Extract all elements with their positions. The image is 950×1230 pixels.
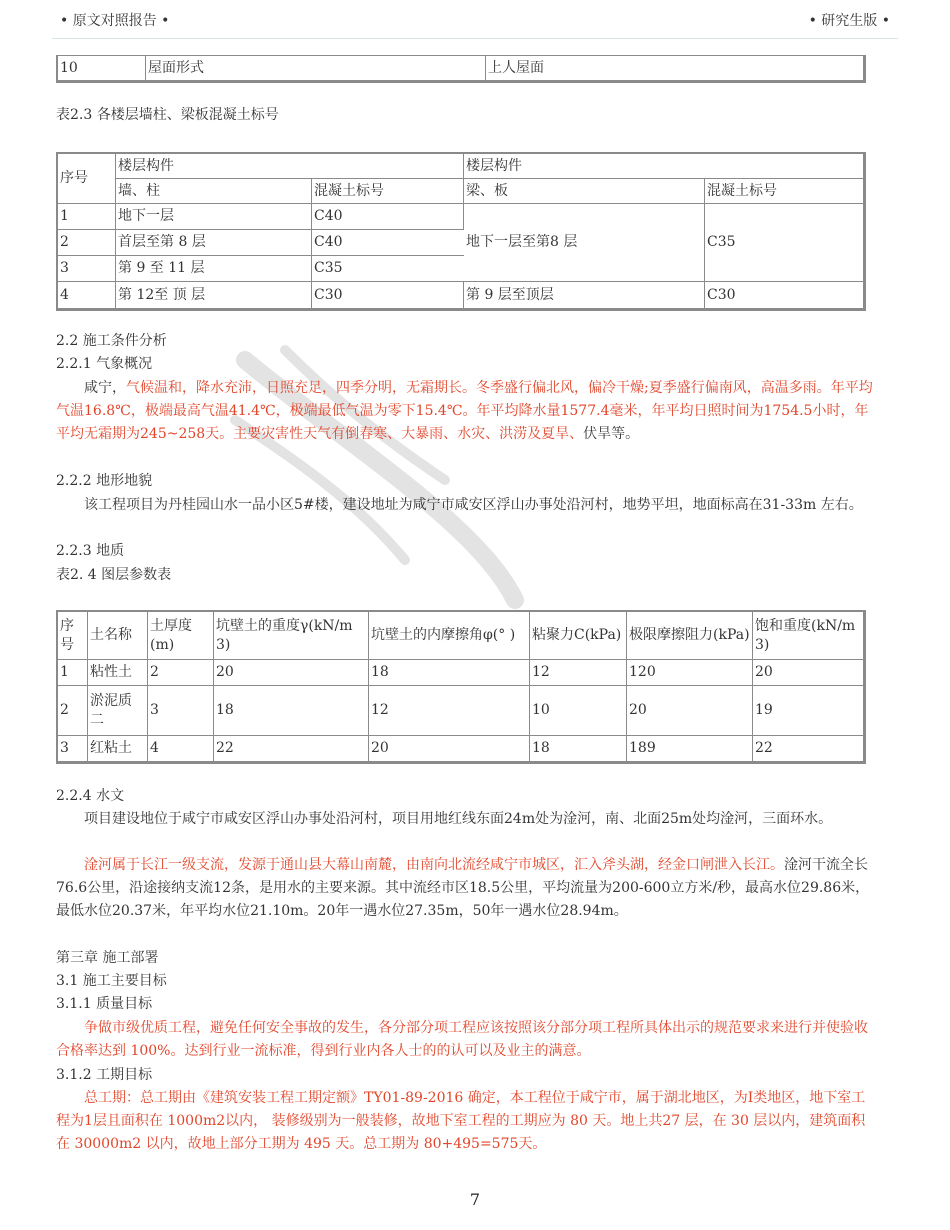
- header-group-2: 楼层构件: [464, 154, 863, 179]
- header-grade-2: 混凝土标号: [705, 179, 863, 204]
- climate-paragraph: [56, 377, 876, 446]
- hydro-paragraph-1: 项目建设地位于咸宁市咸安区浮山办事处沿河村，项目用地红线东面24m处为淦河，南、北面25m处均淦河，三面环水。: [84, 811, 833, 827]
- cell: 189: [627, 736, 753, 761]
- table-caption-2-4: 表2. 4 图层参数表: [56, 567, 172, 583]
- header-cell: 序号: [58, 612, 88, 660]
- cell: 12: [369, 686, 530, 736]
- cell-grade: C35: [312, 256, 464, 282]
- table-row: [58, 686, 863, 736]
- cell-floor: 第 12至 顶 层: [116, 282, 312, 308]
- hydro-body: 淦河干流全长76.6公里，沿途接纳支流12条，是用水的主要来源。其中流经市区18.5公里，平均流量为200-600立方米/秒，最高水位29.86米，最低水位20.37米，年平均水位21.10m。20年一遇水位27.35m，50年一遇水位28.94m。: [56, 857, 870, 919]
- header-divider: [52, 38, 898, 39]
- schedule-paragraph: 总工期：总工期由《建筑安装工程工期定额》TY01-89-2016 确定，本工程位于咸宁市，属于湖北地区，为Ⅰ类地区，地下室工程为1层且面积在 1000m2以内， 装修级别为一般装修，故地下室工程的工期应为 80 天。地上共27 层，在 30 层以内，建筑面积在 30000m2 以内，故地上部分工期为 495 天。总工期为 80+495=575天。: [56, 1090, 866, 1152]
- cell-seq: 2: [58, 230, 116, 256]
- section-2-2-4: 2.2.4 水文: [56, 788, 125, 804]
- cell: 10: [530, 686, 627, 736]
- table-row: [58, 282, 863, 308]
- climate-lead: 咸宁，: [84, 380, 126, 396]
- cell-grade: C40: [312, 204, 464, 230]
- table-2-3: [56, 152, 866, 311]
- cell-floor: 第 9 至 11 层: [116, 256, 312, 282]
- terrain-paragraph: 该工程项目为丹桂园山水一品小区5#楼，建设地址为咸宁市咸安区浮山办事处沿河村，地势平坦，地面标高在31-33m 左右。: [84, 497, 863, 513]
- header-cell: 饱和重度(kN/m3): [753, 612, 863, 660]
- cell-no: 10: [58, 56, 146, 80]
- cell-seq: 1: [58, 204, 116, 230]
- cell-grade: C40: [312, 230, 464, 256]
- header-cell: 土厚度(m): [148, 612, 214, 660]
- table-2-4: [56, 610, 866, 764]
- cell-seq: 3: [58, 256, 116, 282]
- section-3-1: 3.1 施工主要目标: [56, 973, 167, 989]
- section-3-1-2: 3.1.2 工期目标: [56, 1067, 153, 1083]
- cell: 4: [148, 736, 214, 761]
- report-header-right: • 研究生版 •: [808, 13, 890, 29]
- report-header-left: • 原文对照报告 •: [60, 13, 170, 29]
- cell: 19: [753, 686, 863, 736]
- page-number: 7: [469, 1190, 481, 1209]
- section-2-2: 2.2 施工条件分析: [56, 333, 167, 349]
- cell: 12: [530, 660, 627, 686]
- cell: 20: [369, 736, 530, 761]
- cell: 1: [58, 660, 88, 686]
- cell: 20: [753, 660, 863, 686]
- header-cell: 极限摩擦阻力(kPa): [627, 612, 753, 660]
- hydro-highlight: 淦河属于长江一级支流，发源于通山县大幕山南麓，由南向北流经咸宁市城区，汇入斧头湖，经金口闸泄入长江。: [84, 857, 784, 873]
- cell: 粘性土: [88, 660, 148, 686]
- cell: 120: [627, 660, 753, 686]
- table-caption-2-3: 表2.3 各楼层墙柱、梁板混凝土标号: [56, 107, 279, 123]
- cell: 20: [627, 686, 753, 736]
- table-row: [58, 660, 863, 686]
- cell: 18: [530, 736, 627, 761]
- cell: 18: [369, 660, 530, 686]
- chapter-3-title: 第三章 施工部署: [56, 950, 159, 966]
- quality-paragraph: 争做市级优质工程，避免任何安全事故的发生，各分部分项工程应该按照该分部分项工程所具体出示的规范要求来进行并使验收合格率达到 100%。达到行业一流标准，得到行业内各人士的的认可以及业主的满意。: [56, 1020, 868, 1059]
- header-beam: 梁、板: [464, 179, 705, 204]
- hydro-paragraph-2: [56, 854, 876, 923]
- section-3-1-1: 3.1.1 质量目标: [56, 996, 153, 1012]
- cell-grade: C30: [312, 282, 464, 308]
- cell: 22: [755, 740, 773, 756]
- table-row: [58, 736, 863, 761]
- section-2-2-3: 2.2.3 地质: [56, 543, 125, 559]
- header-seq: 序号: [58, 154, 116, 204]
- cell-beam-floor: 地下一层至第8 层: [464, 204, 705, 282]
- header-wall: 墙、柱: [116, 179, 312, 204]
- climate-highlight: 气候温和，降水充沛，日照充足，四季分明，无霜期长。冬季盛行偏北风，偏冷干燥;夏季盛行偏南风，高温多雨。年平均气温16.8℃，极端最高气温41.4℃，极端最低气温为零下15.4℃。年平均降水量1577.4毫米，年平均日照时间为1754.5小时，年平均无霜期为245~258天。主要灾害性天气有倒春寒、大暴雨、水灾、洪涝及夏旱、: [56, 380, 873, 442]
- table-row: [58, 204, 863, 230]
- cell: 红粘土: [88, 736, 148, 761]
- section-2-2-1: 2.2.1 气象概况: [56, 356, 153, 372]
- cell-floor: 地下一层: [116, 204, 312, 230]
- cell-beam-grade: C30: [707, 286, 736, 303]
- cell: 2: [148, 660, 214, 686]
- header-cell: 粘聚力C(kPa): [530, 612, 627, 660]
- cell-seq: 4: [58, 282, 116, 308]
- header-grade-1: 混凝土标号: [312, 179, 464, 204]
- table-prev-fragment: [56, 55, 866, 83]
- cell-beam-floor: 第 9 层至顶层: [464, 282, 705, 308]
- header-cell: 土名称: [88, 612, 148, 660]
- cell: 3: [148, 686, 214, 736]
- header-cell: 坑壁土的重度γ(kN/m3): [214, 612, 369, 660]
- cell-beam-grade: C35: [705, 204, 863, 282]
- cell: 20: [214, 660, 369, 686]
- cell: 18: [214, 686, 369, 736]
- cell: 2: [58, 686, 88, 736]
- cell: 淤泥质二: [88, 686, 148, 736]
- table-header-row: [58, 612, 863, 660]
- watermark-seal: [215, 330, 535, 630]
- cell: 22: [214, 736, 369, 761]
- cell: 3: [58, 736, 88, 761]
- climate-tail: 伏旱等。: [583, 426, 640, 442]
- cell-value: 上人屋面: [488, 59, 544, 76]
- section-2-2-2: 2.2.2 地形地貌: [56, 473, 153, 489]
- cell-floor: 首层至第 8 层: [116, 230, 312, 256]
- header-group-1: 楼层构件: [116, 154, 464, 179]
- header-cell: 坑壁土的内摩擦角φ(° ): [369, 612, 530, 660]
- cell-name: 屋面形式: [146, 56, 486, 80]
